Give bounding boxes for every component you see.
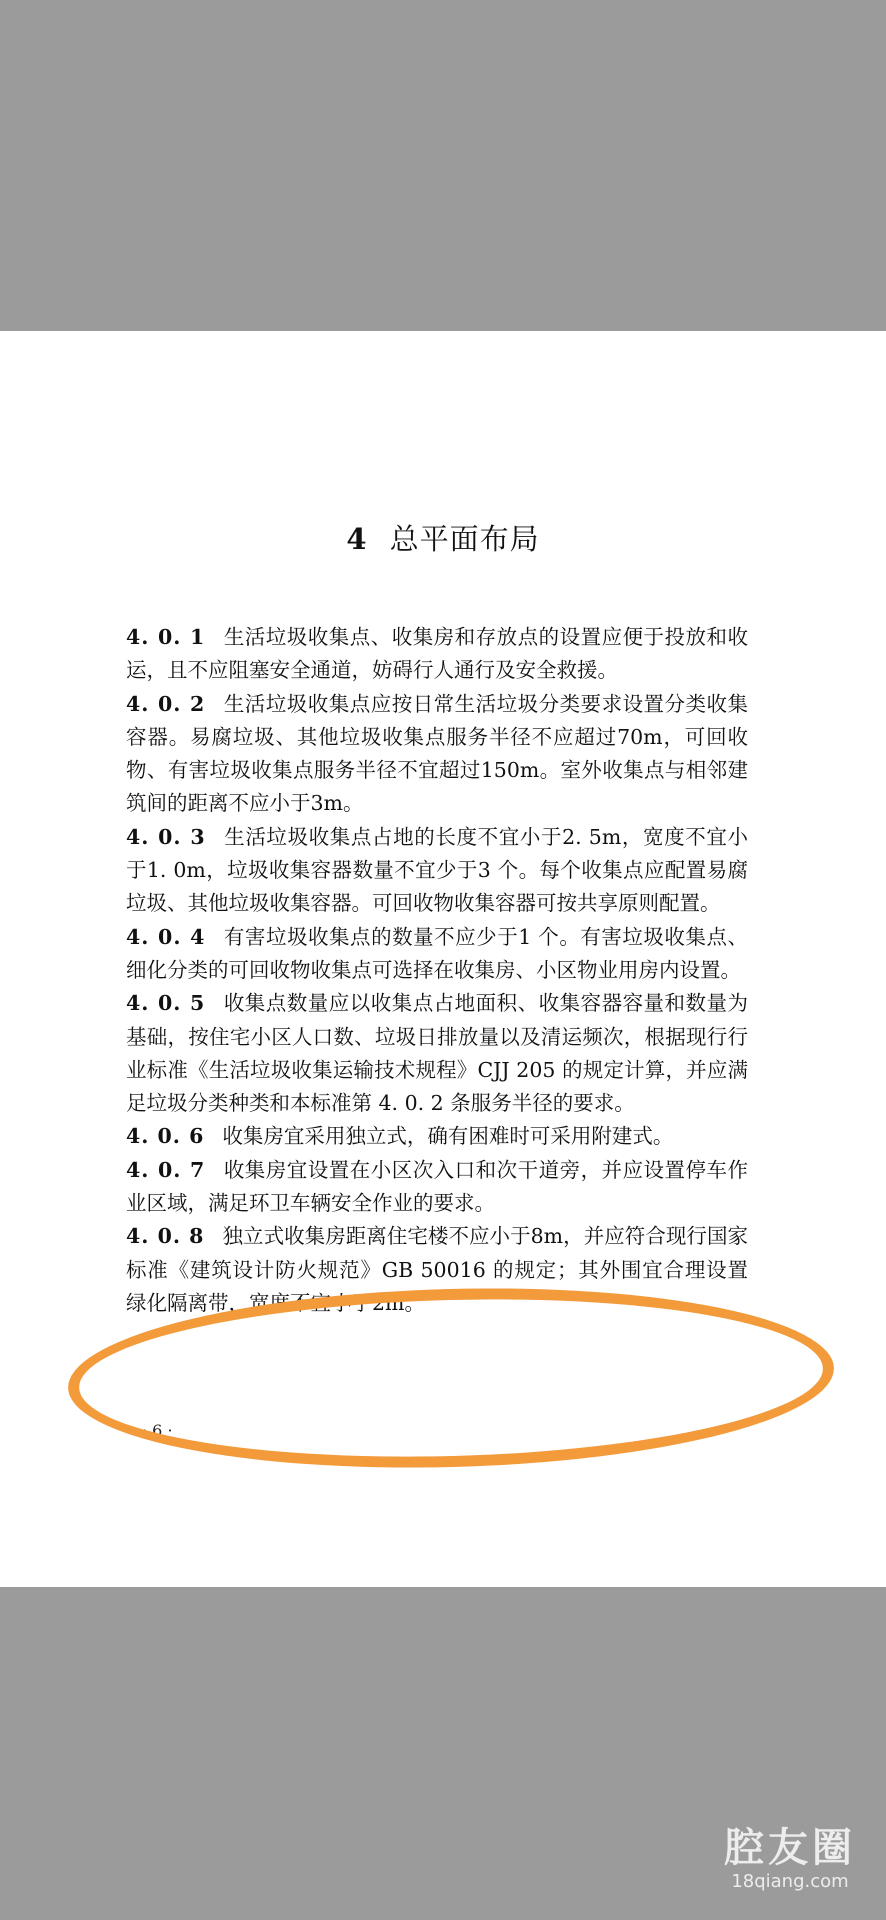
clause-4-0-3 (126, 821, 748, 921)
watermark-logo-text: 腔友圈 (724, 1825, 856, 1871)
clause-number: 4. 0. 2 (126, 691, 206, 716)
clause-4-0-7 (126, 1154, 748, 1221)
top-gray-band (0, 0, 886, 331)
clause-number: 4. 0. 6 (126, 1124, 205, 1149)
document-page (0, 331, 886, 1587)
clause-text: 生活垃圾收集点占地的长度不宜小于2. 5m，宽度不宜小于1. 0m，垃圾收集容器数量不宜少于3 个。每个收集点应配置易腐垃圾、其他垃圾收集容器。可回收物收集容器可按共享原则配置。 (126, 824, 748, 916)
watermark-url: 18qiang.com (731, 1871, 849, 1892)
clause-4-0-1 (126, 621, 748, 688)
clause-text: 生活垃圾收集点、收集房和存放点的设置应便于投放和收运，且不应阻塞安全通道，妨碍行人通行及安全救援。 (126, 625, 749, 683)
clause-text: 生活垃圾收集点应按日常生活垃圾分类要求设置分类收集容器。易腐垃圾、其他垃圾收集点服务半径不应超过70m，可回收物、有害垃圾收集点服务半径不宜超过150m。室外收集点与相邻建筑间的距离不应小于3m。 (126, 691, 749, 816)
chapter-title-text: 总平面布局 (389, 522, 540, 556)
chapter-title (0, 517, 886, 558)
clause-number: 4. 0. 5 (126, 991, 206, 1016)
chapter-number: 4 (346, 522, 368, 556)
site-watermark (724, 1816, 856, 1892)
clause-number: 4. 0. 4 (126, 924, 206, 949)
clause-number: 4. 0. 1 (126, 625, 206, 649)
clause-list (126, 621, 748, 1320)
clause-4-0-8 (126, 1220, 748, 1320)
clause-number: 4. 0. 3 (126, 824, 206, 849)
clause-text: 收集点数量应以收集点占地面积、收集容器容量和数量为基础，按住宅小区人口数、垃圾日排放量以及清运频次，根据现行行业标准《生活垃圾收集运输技术规程》CJJ 205 的规定计算，并应满足垃圾分类种类和本标准第 4. 0. 2 条服务半径的要求。 (126, 991, 749, 1116)
clause-text: 收集房宜设置在小区次入口和次干道旁，并应设置停车作业区域，满足环卫车辆安全作业的要求。 (126, 1157, 749, 1216)
clause-4-0-2 (126, 688, 748, 821)
clause-number: 4. 0. 8 (126, 1224, 205, 1249)
clause-4-0-6 (126, 1120, 748, 1153)
clause-4-0-4 (126, 921, 748, 988)
clause-4-0-5 (126, 987, 748, 1120)
clause-text: 有害垃圾收集点的数量不应少于1 个。有害垃圾收集点、细化分类的可回收物收集点可选择在收集房、小区物业用房内设置。 (126, 924, 748, 982)
clause-number: 4. 0. 7 (126, 1157, 206, 1182)
page-number: · 6 · (142, 1421, 173, 1440)
clause-text: 独立式收集房距离住宅楼不应小于8m，并应符合现行国家标准《建筑设计防火规范》GB 50016 的规定；其外围宜合理设置绿化隔离带，宽度不宜小于2m。 (126, 1224, 749, 1315)
clause-text: 收集房宜采用独立式，确有困难时可采用附建式。 (222, 1124, 674, 1149)
